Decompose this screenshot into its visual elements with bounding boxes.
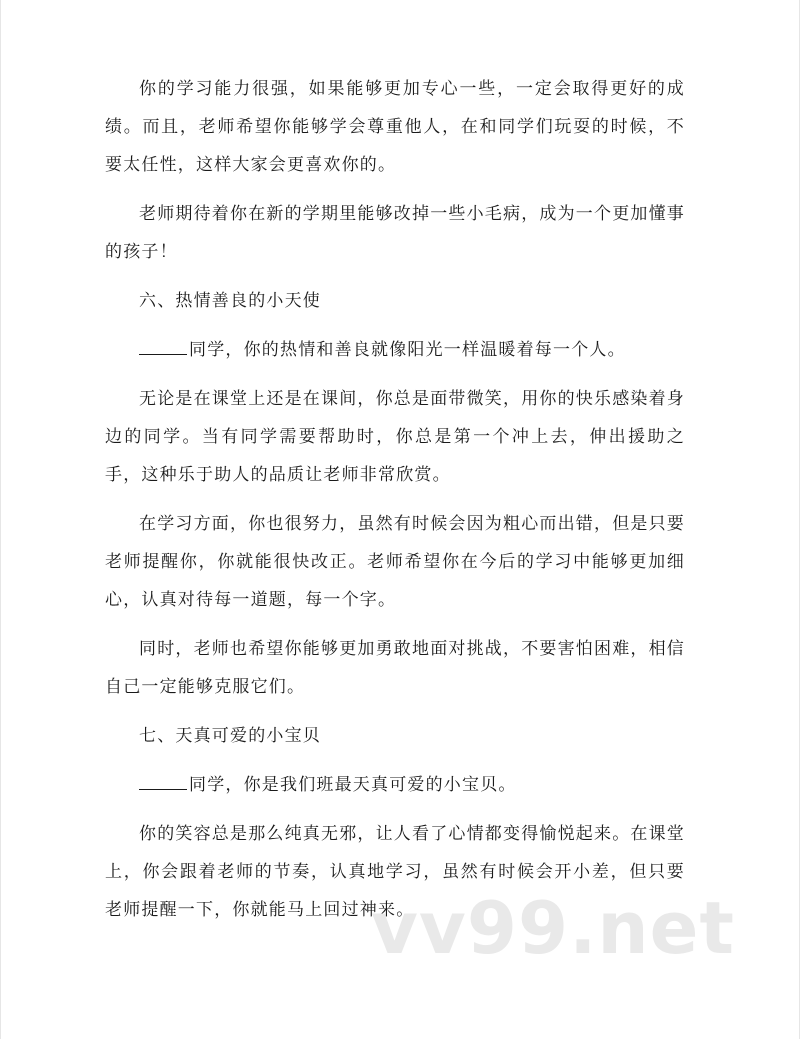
section-heading-six: 六、热情善良的小天使 — [139, 291, 321, 311]
watermark-text: vv99.net — [371, 886, 735, 970]
paragraph-teacher-expectation: 老师期待着你在新的学期里能够改掉一些小毛病，成为一个更加懂事的孩子！ — [105, 204, 685, 262]
paragraph-fill-blank-seven — [105, 766, 685, 804]
paragraph-study-effort: 在学习方面，你也很努力，虽然有时候会因为粗心而出错，但是只要老师提醒你，你就能很快改正。老师希望你在今后的学习中能够更加细心，认真对待每一道题，每一个字。 — [105, 514, 685, 610]
paragraph-helpful: 无论是在课堂上还是在课间，你总是面带微笑，用你的快乐感染着身边的同学。当有同学需要帮助时，你总是第一个冲上去，伸出援助之手，这种乐于助人的品质让老师非常欣赏。 — [105, 389, 685, 485]
paragraph-study-ability: 你的学习能力很强，如果能够更加专心一些，一定会取得更好的成绩。而且，老师希望你能够学会尊重他人，在和同学们玩耍的时候，不要太任性，这样大家会更喜欢你的。 — [105, 79, 685, 175]
document-body — [105, 70, 685, 940]
paragraph-smile: 你的笑容总是那么纯真无邪，让人看了心情都变得愉悦起来。在课堂上，你会跟着老师的节奏，认真地学习，虽然有时候会开小差，但只要老师提醒一下，你就能马上回过神来。 — [105, 824, 685, 920]
name-blank-line — [139, 767, 187, 790]
section-heading-seven: 七、天真可爱的小宝贝 — [139, 726, 321, 746]
name-blank-line — [139, 332, 187, 355]
paragraph-fill-blank-seven-text: 同学，你是我们班最天真可爱的小宝贝。 — [189, 775, 517, 795]
paragraph-brave: 同时，老师也希望你能够更加勇敢地面对挑战，不要害怕困难，相信自己一定能够克服它们。 — [105, 639, 685, 697]
paragraph-fill-blank-six-text: 同学，你的热情和善良就像阳光一样温暖着每一个人。 — [189, 340, 626, 360]
paragraph-fill-blank-six — [105, 331, 685, 369]
